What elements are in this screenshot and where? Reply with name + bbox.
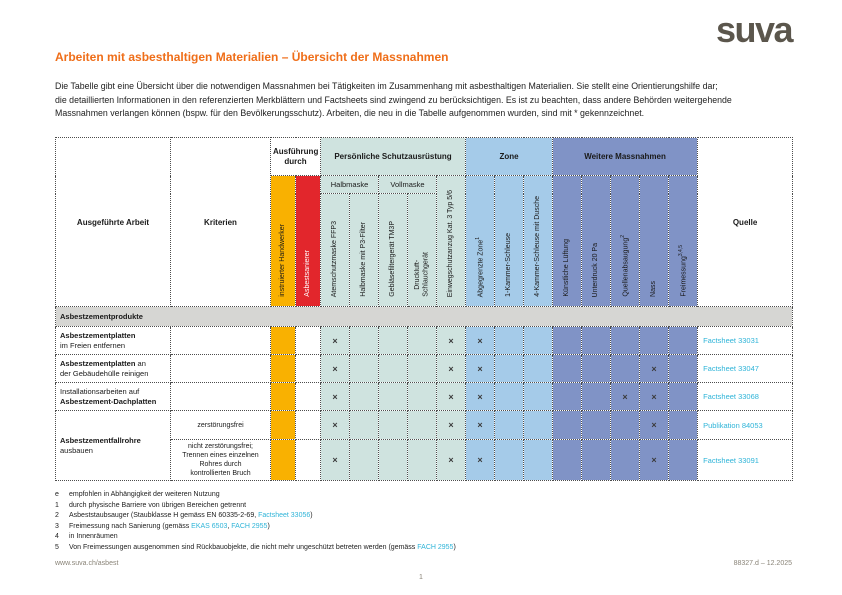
mark-cell-abgegrenzt — [466, 327, 495, 355]
subgroup-header-vollmaske: Vollmaske — [379, 176, 437, 194]
footnote-marker: 1 — [55, 501, 59, 509]
mark-cell-schleuse1 — [495, 355, 524, 383]
mark-cell-freimessung — [669, 327, 698, 355]
mark-cell-unterdruck — [582, 383, 611, 411]
source-cell — [698, 327, 793, 355]
rotated-header-freimessung — [669, 176, 698, 307]
footnote-text: empfohlen in Abhängigkeit der weiteren Nutzung — [69, 491, 220, 498]
rotated-header-quellenabsaugung — [611, 176, 640, 307]
mark-cell-p3filter — [350, 327, 379, 355]
footnote-text: ) — [310, 512, 313, 519]
column-label-freimessung: Freimessung$^{3,4,5}$ — [678, 245, 688, 297]
footnote-marker: e — [55, 491, 59, 498]
rotated-header-unterdruck — [582, 176, 611, 307]
source-cell — [698, 355, 793, 383]
mark-cell-quellenabsaugung — [611, 383, 640, 411]
footnote-marker: 4 — [55, 533, 59, 540]
footnote-text: ) — [267, 522, 270, 530]
work-cell: Asbestzementfallrohre ausbauen — [56, 411, 171, 481]
mark-cell-schleuse4 — [524, 411, 553, 440]
mark-cell-nass — [640, 411, 669, 440]
mark-cell-handwerker — [271, 383, 296, 411]
footnote-text: Von Freimessungen ausgenommen sind Rückbauobjekte, die nicht mehr ungeschützt betreten werden (gemäss — [69, 543, 418, 551]
rotated-header-lueftung — [553, 176, 582, 307]
measures-table-wrapper — [55, 137, 792, 481]
footnote-marker: 2 — [55, 512, 59, 519]
mark-cell-tm3p — [379, 327, 408, 355]
source-link[interactable]: Factsheet 33068 — [703, 392, 759, 401]
rotated-header-ffp3 — [321, 194, 350, 307]
source-link[interactable]: Factsheet 33091 — [703, 455, 759, 465]
mark-cell-freimessung — [669, 411, 698, 440]
page-title: Arbeiten mit asbesthaltigen Materialien – Übersicht der Massnahmen — [55, 50, 449, 64]
source-link[interactable]: Publikation 84053 — [703, 420, 763, 430]
subgroup-header-halbmaske: Halbmaske — [321, 176, 379, 194]
work-cell: Installationsarbeiten auf Asbestzement-Dachplatten — [56, 383, 171, 411]
source-link[interactable]: Factsheet 33031 — [703, 336, 759, 345]
mark-x: × — [448, 335, 454, 346]
column-label-druckluft: Druckluft- Schlauchgerät — [413, 252, 429, 297]
section-row — [56, 307, 793, 327]
mark-cell-handwerker — [271, 440, 296, 481]
footnote-text: durch physische Barriere von übrigen Bereichen getrennt — [69, 501, 247, 509]
column-label-handwerker: instruierter Handwerker — [278, 224, 286, 297]
mark-x: × — [448, 420, 454, 430]
group-header-weitere-massnahmen: Weitere Massnahmen — [553, 138, 698, 176]
table-row — [56, 355, 793, 383]
footnote-link[interactable]: FACH 2955 — [231, 522, 268, 530]
footnote — [55, 501, 792, 512]
mark-cell-lueftung — [553, 383, 582, 411]
rotated-header-anzug — [437, 176, 466, 307]
mark-cell-schleuse4 — [524, 383, 553, 411]
footnote-text: Asbeststaubsauger (Staubklasse H gemäss EN 60335-2-69, — [69, 512, 259, 519]
intro-line-3: Massnahmen verlangen können (bspw. für den Bevölkerungsschutz). Arbeiten, die neu in die Tabelle aufgenommen wurden, sind mit * gekennzeichnet. — [55, 108, 645, 118]
work-cell: Asbestzementplatten an der Gebäudehülle reinigen — [56, 355, 171, 383]
footnote — [55, 511, 792, 522]
mark-cell-ffp3 — [321, 411, 350, 440]
mark-cell-sanierer — [296, 327, 321, 355]
rotated-header-handwerker — [271, 176, 296, 307]
intro-paragraph — [55, 80, 792, 121]
mark-cell-druckluft — [408, 355, 437, 383]
mark-cell-lueftung — [553, 440, 582, 481]
mark-cell-freimessung — [669, 440, 698, 481]
column-label-ffp3: Atemschutzmaske FFP3 — [330, 220, 338, 297]
criteria-cell — [171, 383, 271, 411]
mark-x: × — [651, 455, 657, 465]
column-label-p3filter: Halbmaske mit P3-Filter — [359, 222, 367, 297]
mark-cell-schleuse1 — [495, 327, 524, 355]
rotated-header-schleuse1 — [495, 176, 524, 307]
mark-cell-abgegrenzt — [466, 383, 495, 411]
mark-cell-druckluft — [408, 411, 437, 440]
mark-cell-tm3p — [379, 411, 408, 440]
footnotes — [55, 490, 792, 553]
table-row — [56, 383, 793, 411]
mark-cell-unterdruck — [582, 440, 611, 481]
criteria-cell — [171, 355, 271, 383]
footnote-text: , — [227, 522, 232, 530]
mark-cell-ffp3 — [321, 355, 350, 383]
mark-cell-p3filter — [350, 411, 379, 440]
suva-logo: suva — [715, 9, 792, 50]
rotated-header-schleuse4 — [524, 176, 553, 307]
source-link[interactable]: Factsheet 33047 — [703, 364, 759, 373]
source-cell — [698, 440, 793, 481]
mark-cell-schleuse4 — [524, 440, 553, 481]
intro-line-1: Die Tabelle gibt eine Übersicht über die notwendigen Massnahmen bei Tätigkeiten im Zusammenhang mit asbesthaltigen Materialien. Sie stellt eine Orientierungshilfe dar; — [55, 81, 718, 91]
footnote — [55, 490, 792, 501]
column-label-abgegrenzt: Abgegrenzte Zone$^1$ — [475, 236, 485, 297]
criteria-cell: zerstörungsfrei — [171, 411, 271, 440]
mark-x: × — [448, 391, 454, 402]
mark-x: × — [332, 391, 338, 402]
mark-cell-freimessung — [669, 383, 698, 411]
header-group-row — [56, 138, 793, 176]
mark-cell-unterdruck — [582, 411, 611, 440]
footer-url[interactable]: www.suva.ch/asbest — [55, 560, 119, 567]
mark-cell-unterdruck — [582, 327, 611, 355]
mark-x: × — [622, 391, 628, 402]
mark-cell-anzug — [437, 411, 466, 440]
mark-cell-druckluft — [408, 327, 437, 355]
mark-x: × — [448, 363, 454, 374]
mark-x: × — [332, 420, 338, 430]
mark-cell-handwerker — [271, 355, 296, 383]
mark-x: × — [477, 391, 483, 402]
mark-cell-nass — [640, 355, 669, 383]
mark-x: × — [477, 420, 483, 430]
mark-cell-schleuse1 — [495, 383, 524, 411]
column-label-schleuse1: 1-Kammer-Schleuse — [504, 233, 512, 297]
footnote-text: Freimessung nach Sanierung (gemäss — [69, 522, 192, 530]
mark-cell-anzug — [437, 383, 466, 411]
footnote-text: ) — [453, 543, 456, 551]
column-label-tm3p: Gebläsefiltergerät TM3P — [388, 221, 396, 297]
rotated-header-p3filter — [350, 194, 379, 307]
group-header-ausfuehrung-durch: Ausführung durch — [271, 138, 321, 176]
mark-cell-sanierer — [296, 411, 321, 440]
mark-cell-quellenabsaugung — [611, 355, 640, 383]
footnote-link[interactable]: Factsheet 33056 — [258, 512, 311, 519]
mark-cell-druckluft — [408, 383, 437, 411]
mark-cell-lueftung — [553, 327, 582, 355]
source-cell — [698, 411, 793, 440]
mark-x: × — [332, 455, 338, 465]
criteria-cell — [171, 327, 271, 355]
rotated-header-abgegrenzt — [466, 176, 495, 307]
work-cell: Asbestzementplatten im Freien entfernen — [56, 327, 171, 355]
mark-x: × — [651, 363, 657, 374]
page-number: 1 — [419, 574, 423, 581]
column-label-lueftung: Künstliche Lüftung — [562, 239, 570, 297]
mark-cell-tm3p — [379, 440, 408, 481]
rotated-header-sanierer — [296, 176, 321, 307]
mark-cell-anzug — [437, 355, 466, 383]
mark-cell-p3filter — [350, 383, 379, 411]
mark-cell-ffp3 — [321, 327, 350, 355]
column-label-quellenabsaugung: Quellenabsaugung$^2$ — [620, 235, 630, 297]
mark-x: × — [477, 455, 483, 465]
section-title: Asbestzementprodukte — [56, 307, 793, 327]
mark-cell-handwerker — [271, 411, 296, 440]
col-header-quelle: Quelle — [698, 138, 793, 307]
mark-cell-anzug — [437, 440, 466, 481]
rotated-header-nass — [640, 176, 669, 307]
mark-cell-handwerker — [271, 327, 296, 355]
column-label-schleuse4: 4-Kammer-Schleuse mit Dusche — [533, 196, 541, 297]
mark-x: × — [651, 420, 657, 430]
footnote — [55, 522, 792, 533]
mark-cell-p3filter — [350, 355, 379, 383]
footnote-text: in Innenräumen — [69, 533, 118, 540]
group-header-zone: Zone — [466, 138, 553, 176]
mark-cell-lueftung — [553, 411, 582, 440]
mark-cell-unterdruck — [582, 355, 611, 383]
col-header-ausgefuehrte-arbeit: Ausgeführte Arbeit — [56, 138, 171, 307]
mark-cell-ffp3 — [321, 440, 350, 481]
mark-cell-abgegrenzt — [466, 355, 495, 383]
source-cell — [698, 383, 793, 411]
footnote — [55, 532, 792, 543]
table-row — [56, 327, 793, 355]
mark-cell-schleuse1 — [495, 440, 524, 481]
mark-cell-p3filter — [350, 440, 379, 481]
mark-cell-druckluft — [408, 440, 437, 481]
measures-table — [55, 137, 793, 481]
footnote-link[interactable]: EKAS 6503 — [191, 522, 228, 530]
footnote — [55, 543, 792, 554]
mark-cell-sanierer — [296, 383, 321, 411]
footer-document-number: 88327.d – 12.2025 — [733, 560, 792, 567]
mark-cell-sanierer — [296, 355, 321, 383]
col-header-kriterien: Kriterien — [171, 138, 271, 307]
mark-cell-lueftung — [553, 355, 582, 383]
footnote-marker: 3 — [55, 522, 59, 530]
column-label-nass: Nass — [649, 281, 657, 297]
mark-cell-nass — [640, 440, 669, 481]
mark-cell-quellenabsaugung — [611, 327, 640, 355]
mark-x: × — [332, 363, 338, 374]
mark-cell-schleuse1 — [495, 411, 524, 440]
mark-cell-abgegrenzt — [466, 440, 495, 481]
mark-x: × — [477, 335, 483, 346]
mark-cell-ffp3 — [321, 383, 350, 411]
mark-cell-tm3p — [379, 383, 408, 411]
column-label-anzug: Einwegschutzanzug Kat. 3 Typ 5/6 — [446, 189, 454, 297]
mark-x: × — [448, 455, 454, 465]
mark-cell-sanierer — [296, 440, 321, 481]
mark-cell-schleuse4 — [524, 355, 553, 383]
table-row — [56, 411, 793, 440]
rotated-header-druckluft — [408, 194, 437, 307]
mark-cell-tm3p — [379, 355, 408, 383]
mark-cell-nass — [640, 327, 669, 355]
mark-cell-freimessung — [669, 355, 698, 383]
footnote-link[interactable]: FACH 2955 — [417, 543, 454, 551]
rotated-header-tm3p — [379, 194, 408, 307]
mark-x: × — [477, 363, 483, 374]
mark-cell-schleuse4 — [524, 327, 553, 355]
intro-line-2: die detaillierten Informationen in den referenzierten Merkblättern und Factsheets sind zwingend zu berücksichtigen. Es ist zu beachten, dass andere Behörden weitergehende — [55, 94, 732, 105]
footnote-marker: 5 — [55, 543, 59, 551]
mark-cell-quellenabsaugung — [611, 411, 640, 440]
mark-x: × — [332, 335, 338, 346]
mark-x: × — [651, 391, 657, 402]
mark-cell-quellenabsaugung — [611, 440, 640, 481]
column-label-unterdruck: Unterdruck 20 Pa — [591, 242, 599, 297]
criteria-cell: nicht zerstörungsfrei; Trennen eines einzelnen Rohres durch kontrollierten Bruch — [171, 440, 271, 481]
mark-cell-abgegrenzt — [466, 411, 495, 440]
column-label-sanierer: Asbestsanierer — [303, 250, 311, 297]
group-header-schutzausruestung: Persönliche Schutzausrüstung — [321, 138, 466, 176]
mark-cell-nass — [640, 383, 669, 411]
mark-cell-anzug — [437, 327, 466, 355]
